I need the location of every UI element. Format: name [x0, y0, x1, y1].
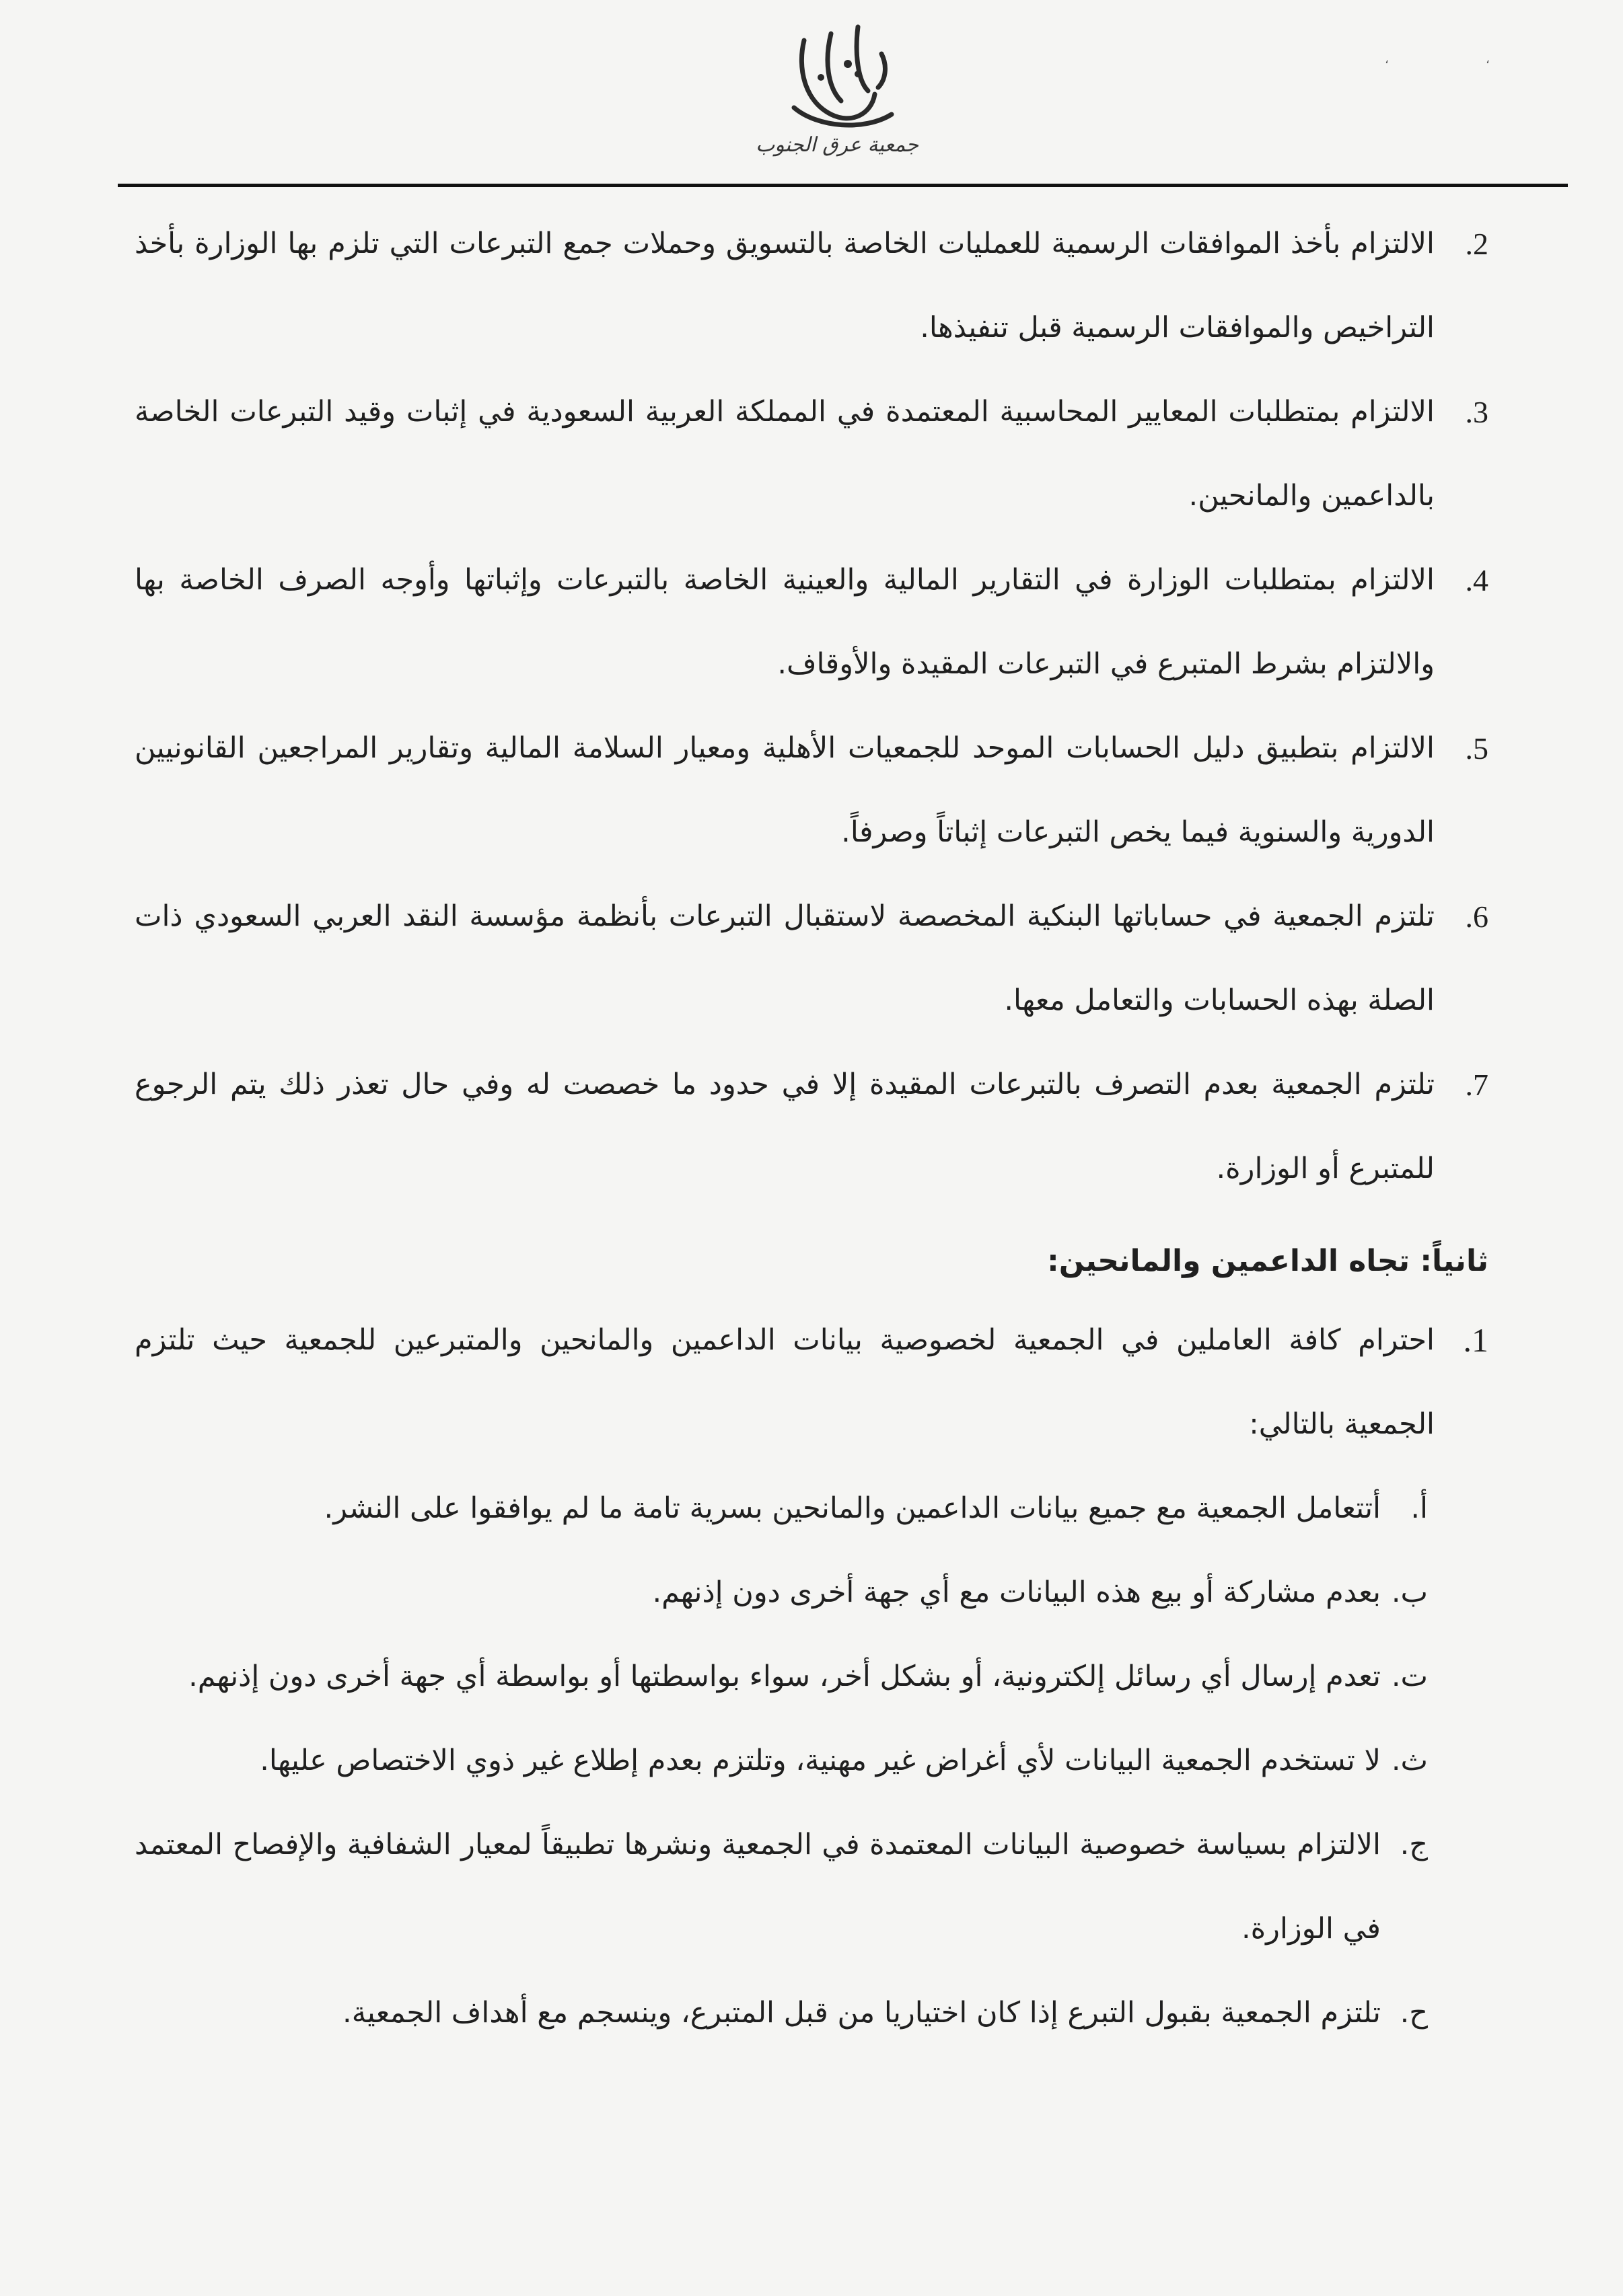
item-text: احترام كافة العاملين في الجمعية لخصوصية بيانات الداعمين والمانحين والمتبرعين للجمعية حيث تلتزم الجمعية بالتالي: [135, 1323, 1435, 1441]
sub-item-letter: ح. [1400, 1996, 1428, 2030]
sub-item-text: تعدم إرسال أي رسائل إلكترونية، أو بشكل أخر، سواء بواسطتها أو بواسطة أي جهة أخرى دون إذنهم. [188, 1660, 1381, 1693]
sub-item-text: بعدم مشاركة أو بيع هذه البيانات مع أي جهة أخرى دون إذنهم. [652, 1576, 1381, 1609]
sub-item-text: تلتزم الجمعية بقبول التبرع إذا كان اختياريا من قبل المتبرع، وينسجم مع أهداف الجمعية. [342, 1996, 1381, 2030]
item-number: 1. [1463, 1321, 1488, 1359]
item-number: 5. [1465, 731, 1488, 766]
stray-mark: ، [1486, 52, 1490, 67]
list-item [135, 202, 1488, 370]
item-number: 7. [1465, 1068, 1488, 1102]
sub-list-item [135, 1467, 1428, 1551]
sub-item-letter: ج. [1400, 1828, 1428, 1861]
sub-item-text: أتتعامل الجمعية مع جميع بيانات الداعمين والمانحين بسرية تامة ما لم يوافقوا على النشر. [324, 1491, 1381, 1525]
list-item [135, 370, 1488, 538]
logo-caption: جمعية عرق الجنوب [756, 133, 918, 157]
sub-list-item [135, 1719, 1428, 1803]
sub-list-item [135, 1971, 1428, 2055]
sub-item-letter: ب. [1391, 1576, 1428, 1609]
sub-item-letter: ت. [1391, 1660, 1428, 1693]
sub-list-item [135, 1551, 1428, 1635]
item-text: تلتزم الجمعية في حساباتها البنكية المخصصة لاستقبال التبرعات بأنظمة مؤسسة النقد العربي السعودي ذات الصلة بهذه الحسابات والتعامل معها. [135, 899, 1435, 1017]
list-item [135, 1043, 1488, 1211]
item-text: الالتزام بتطبيق دليل الحسابات الموحد للجمعيات الأهلية ومعيار السلامة المالية وتقارير المراجعين القانونيين الدورية والسنوية فيما يخص التبرعات إثباتاً وصرفاً. [135, 731, 1435, 849]
document-body [135, 202, 1488, 2055]
section-heading: ثانياً: تجاه الداعمين والمانحين: [1047, 1244, 1488, 1278]
list-item [135, 1298, 1488, 1467]
item-number: 6. [1465, 899, 1488, 934]
list-item [135, 538, 1488, 706]
item-number: 4. [1465, 563, 1488, 597]
list-item [135, 706, 1488, 875]
item-text: تلتزم الجمعية بعدم التصرف بالتبرعات المقيدة إلا في حدود ما خصصت له وفي حال تعذر ذلك يتم الرجوع للمتبرع أو الوزارة. [135, 1068, 1435, 1185]
sub-item-letter: ث. [1391, 1744, 1428, 1777]
sub-item-text: الالتزام بسياسة خصوصية البيانات المعتمدة في الجمعية ونشرها تطبيقاً لمعيار الشفافية والإفصاح المعتمد في الوزارة. [135, 1828, 1381, 1946]
item-number: 2. [1465, 227, 1488, 261]
sub-item-text: لا تستخدم الجمعية البيانات لأي أغراض غير مهنية، وتلتزم بعدم إطلاع غير ذوي الاختصاص عليها. [260, 1744, 1381, 1777]
sub-item-letter: أ. [1410, 1491, 1428, 1525]
item-number: 3. [1465, 395, 1488, 429]
header-divider [118, 184, 1568, 187]
sub-list-item [135, 1635, 1428, 1719]
calligraphy-logo-icon [757, 13, 918, 148]
item-text: الالتزام بأخذ الموافقات الرسمية للعمليات الخاصة بالتسويق وحملات جمع التبرعات التي تلزم بها الوزارة بأخذ التراخيص والموافقات الرسمية قبل تنفيذها. [135, 227, 1435, 344]
sub-list-item [135, 1803, 1428, 1971]
stray-mark: ، [1385, 52, 1389, 67]
item-text: الالتزام بمتطلبات الوزارة في التقارير المالية والعينية الخاصة بالتبرعات وإثباتها وأوجه الصرف الخاصة بها والالتزام بشرط المتبرع في التبرعات المقيدة والأوقاف. [135, 563, 1435, 681]
item-text: الالتزام بمتطلبات المعايير المحاسبية المعتمدة في المملكة العربية السعودية في إثبات وقيد التبرعات الخاصة بالداعمين والمانحين. [135, 395, 1435, 513]
list-item [135, 875, 1488, 1043]
sub-list [135, 1467, 1488, 2055]
